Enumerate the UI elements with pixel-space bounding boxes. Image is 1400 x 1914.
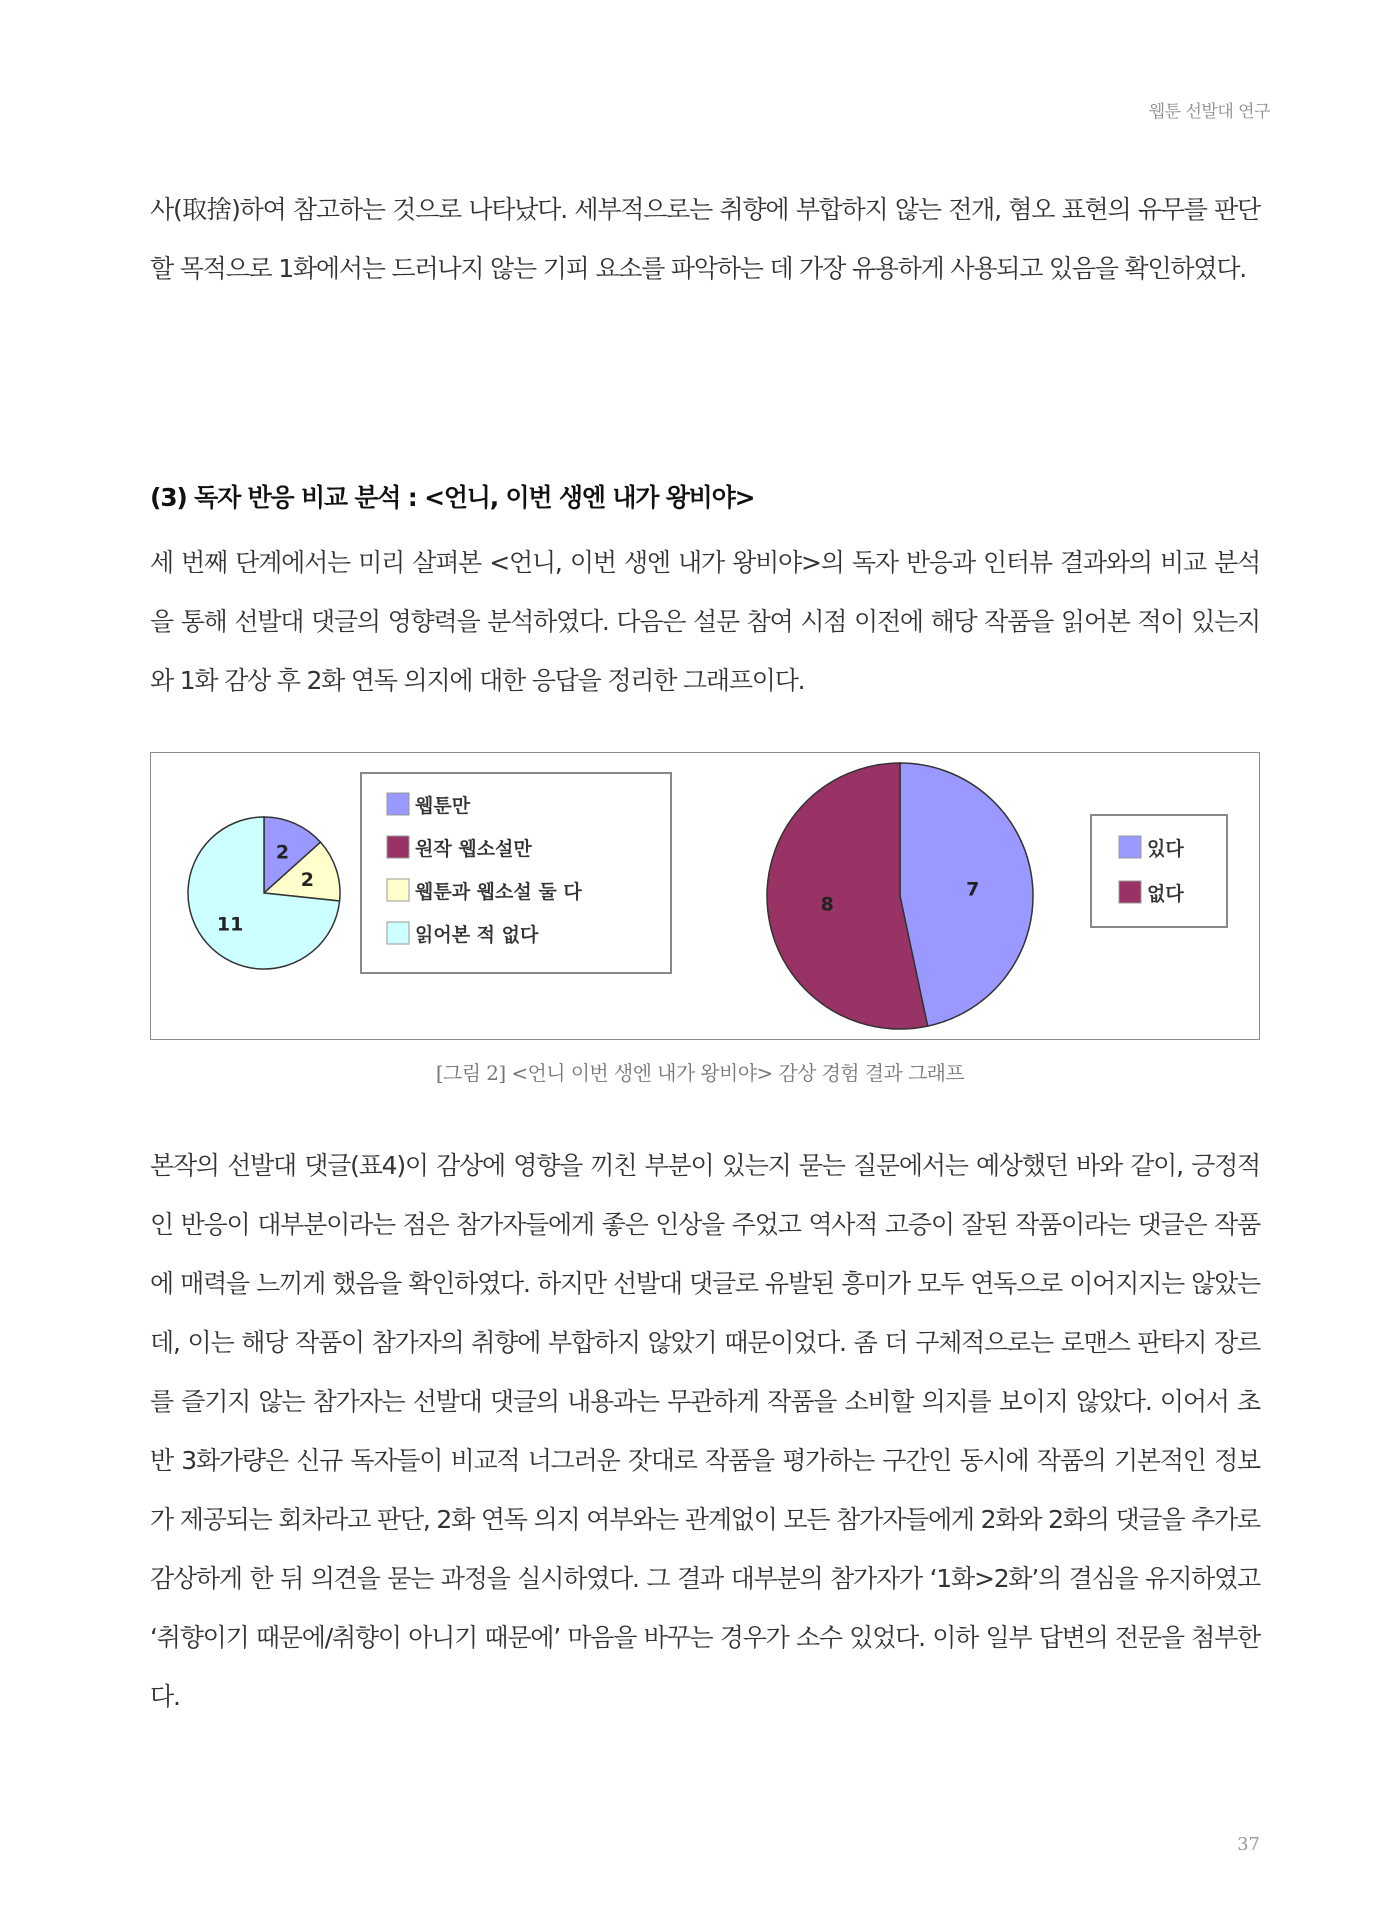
page-number: 37	[1237, 1834, 1260, 1855]
pie1-label-0: 2	[275, 841, 290, 864]
pie2-label-0: 7	[966, 878, 980, 901]
pie1-label-3: 11	[216, 913, 244, 936]
pie2-label-1: 8	[820, 893, 834, 916]
legend2-swatch-1	[1119, 881, 1141, 903]
legend-box-2	[1091, 815, 1227, 927]
legend1-swatch-3	[387, 922, 409, 944]
legend1-label-3: 읽어본 적 없다	[415, 924, 539, 946]
legend1-label-0: 웹툰만	[415, 795, 471, 817]
figure-2-charts	[151, 753, 1259, 1039]
legend1-swatch-1	[387, 836, 409, 858]
legend1-label-1: 원작 웹소설만	[415, 838, 532, 860]
figure-2	[150, 752, 1260, 1040]
pie1-label-2: 2	[300, 868, 314, 891]
legend2-label-0: 있다	[1147, 838, 1184, 860]
section-heading: (3) 독자 반응 비교 분석 : <언니, 이번 생엔 내가 왕비야>	[150, 483, 755, 512]
paragraph-1: 사(取捨)하여 참고하는 것으로 나타났다. 세부적으로는 취향에 부합하지 않는 전개, 혐오 표현의 유무를 판단할 목적으로 1화에서는 드러나지 않는 기피 요소를 파악하는 데 가장 유용하게 사용되고 있음을 확인하였다.	[150, 195, 1260, 283]
legend1-swatch-2	[387, 879, 409, 901]
legend1-swatch-0	[387, 793, 409, 815]
legend2-swatch-0	[1119, 836, 1141, 858]
legend2-label-1: 없다	[1147, 883, 1184, 905]
paragraph-2: 세 번째 단계에서는 미리 살펴본 <언니, 이번 생엔 내가 왕비야>의 독자 반응과 인터뷰 결과와의 비교 분석을 통해 선발대 댓글의 영향력을 분석하였다. 다음은 설문 참여 시점 이전에 해당 작품을 읽어본 적이 있는지와 1화 감상 후 2화 연독 의지에 대한 응답을 정리한 그래프이다.	[150, 548, 1260, 695]
legend1-label-2: 웹툰과 웹소설 둘 다	[415, 881, 582, 903]
figure-caption: [그림 2] <언니 이번 생엔 내가 왕비야> 감상 경험 결과 그래프	[435, 1061, 965, 1085]
paragraph-3: 본작의 선발대 댓글(표4)이 감상에 영향을 끼친 부분이 있는지 묻는 질문에서는 예상했던 바와 같이, 긍정적인 반응이 대부분이라는 점은 참가자들에게 좋은 인상을 주었고 역사적 고증이 잘된 작품이라는 댓글은 작품에 매력을 느끼게 했음을 확인하였다. 하지만 선발대 댓글로 유발된 흥미가 모두 연독으로 이어지지는 않았는데, 이는 해당 작품이 참가자의 취향에 부합하지 않았기 때문이었다. 좀 더 구체적으로는 로맨스 판타지 장르를 즐기지 않는 참가자는 선발대 댓글의 내용과는 무관하게 작품을 소비할 의지를 보이지 않았다. 이어서 초반 3화가량은 신규 독자들이 비교적 너그러운 잣대로 작품을 평가하는 구간인 동시에 작품의 기본적인 정보가 제공되는 회차라고 판단, 2화 연독 의지 여부와는 관계없이 모든 참가자들에게 2화와 2화의 댓글을 추가로 감상하게 한 뒤 의견을 묻는 과정을 실시하였다. 그 결과 대부분의 참가자가 ‘1화>2화’의 결심을 유지하였고 ‘취향이기 때문에/취향이 아니기 때문에’ 마음을 바꾸는 경우가 소수 있었다. 이하 일부 답변의 전문을 첨부한다.	[150, 1151, 1260, 1711]
running-header: 웹툰 선발대 연구	[1148, 102, 1270, 122]
